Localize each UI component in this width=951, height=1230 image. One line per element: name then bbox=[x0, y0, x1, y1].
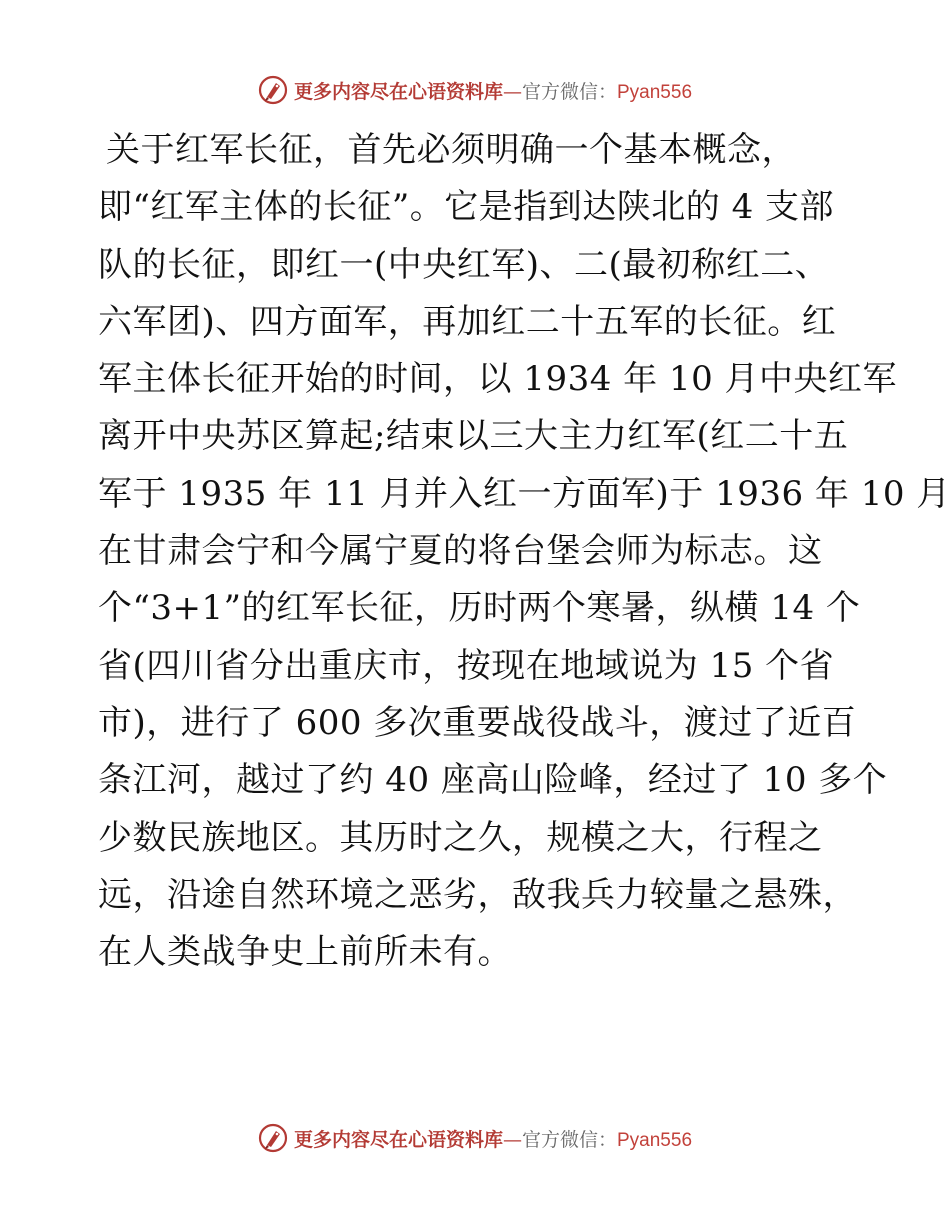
text-line: 六军团)、四方面军，再加红二十五军的长征。红 bbox=[98, 301, 837, 342]
watermark-label: 官方微信： bbox=[521, 1128, 617, 1151]
watermark-text bbox=[294, 77, 692, 104]
text-line: 军于 1935 年 11 月并入红一方面军)于 1936 年 10 月 bbox=[98, 473, 951, 514]
text-line: 个“3+1”的红军长征，历时两个寒暑，纵横 14 个 bbox=[98, 588, 861, 629]
text-line: 省(四川省分出重庆市，按现在地域说为 15 个省 bbox=[98, 645, 835, 686]
text-line: 队的长征，即红一(中央红军)、二(最初称红二、 bbox=[98, 244, 830, 285]
footer-watermark bbox=[0, 1118, 950, 1158]
text-line: 市)，进行了 600 多次重要战役战斗，渡过了近百 bbox=[98, 702, 857, 743]
watermark-label: 官方微信： bbox=[521, 80, 617, 103]
watermark-wechat-id: Pyan556 bbox=[617, 81, 693, 103]
text-line: 在甘肃会宁和今属宁夏的将台堡会师为标志。这 bbox=[98, 531, 823, 572]
header-watermark bbox=[0, 70, 950, 110]
watermark-wechat-id: Pyan556 bbox=[617, 1129, 693, 1151]
text-line: 关于红军长征，首先必须明确一个基本概念， bbox=[106, 130, 796, 170]
watermark-brand: 更多内容尽在心语资料库 bbox=[293, 80, 503, 103]
text-line: 远，沿途自然环境之恶劣，敌我兵力较量之悬殊， bbox=[98, 874, 857, 915]
text-line: 军主体长征开始的时间，以 1934 年 10 月中央红军 bbox=[98, 359, 898, 400]
pen-nib-logo-icon bbox=[258, 1123, 288, 1153]
watermark-text bbox=[294, 1125, 692, 1152]
watermark-brand: 更多内容尽在心语资料库 bbox=[293, 1128, 503, 1151]
text-line: 少数民族地区。其历时之久，规模之大，行程之 bbox=[98, 817, 823, 858]
watermark-separator: — bbox=[502, 80, 522, 103]
text-line: 离开中央苏区算起;结束以三大主力红军(红二十五 bbox=[98, 416, 849, 457]
watermark-separator: — bbox=[502, 1128, 522, 1151]
document-body bbox=[98, 122, 951, 981]
text-line: 条江河，越过了约 40 座高山险峰，经过了 10 多个 bbox=[98, 760, 888, 801]
text-line: 在人类战争史上前所未有。 bbox=[98, 932, 512, 973]
text-line: 即“红军主体的长征”。它是指到达陕北的 4 支部 bbox=[98, 187, 835, 228]
pen-nib-logo-icon bbox=[258, 75, 288, 105]
